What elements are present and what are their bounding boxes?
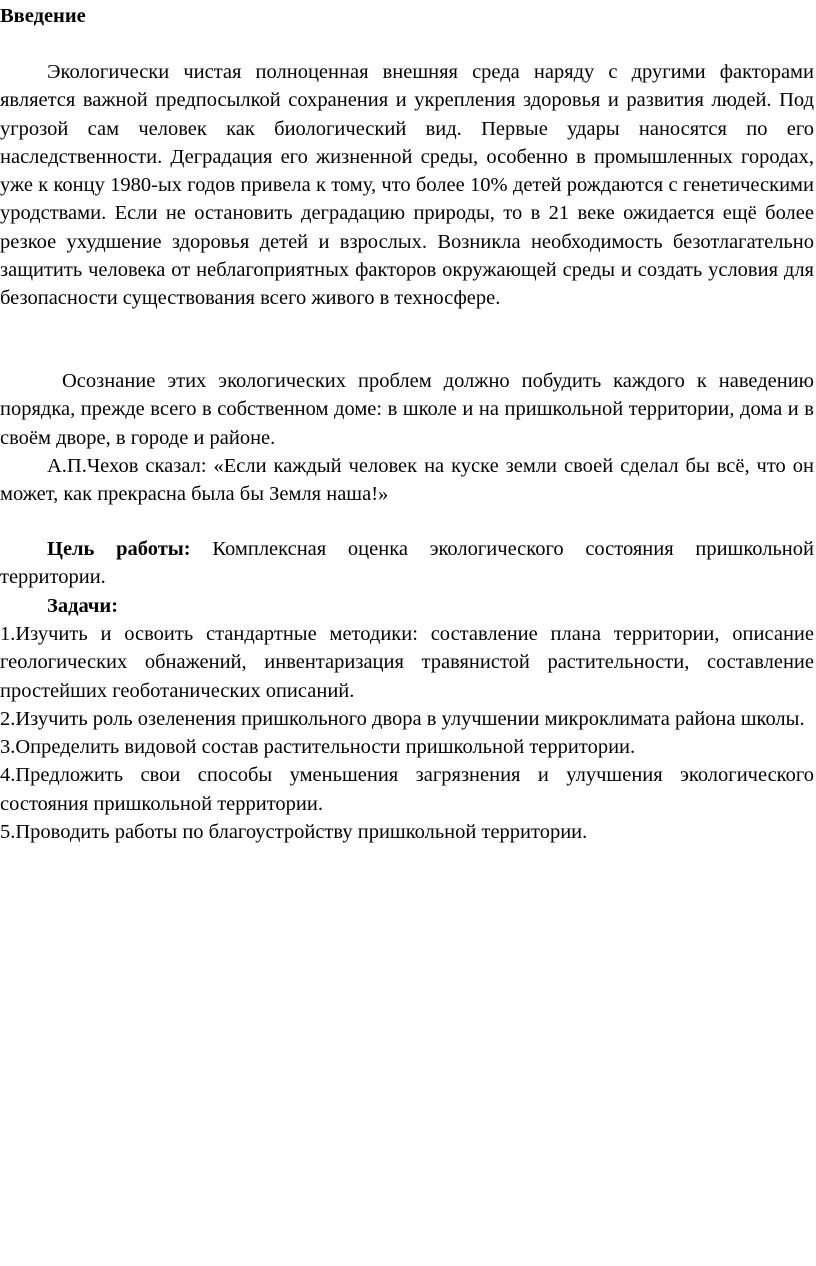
task-item-4: 4.Предложить свои способы уменьшения загрязнения и улучшения экологического состояния пришкольной территории. xyxy=(0,764,814,815)
intro-paragraph-1: Экологически чистая полноценная внешняя среда наряду с другими факторами является важной предпосылкой сохранения и укрепления здоровья и развития людей. Под угрозой сам человек как биологический вид. Первые удары наносятся по его наследственности. Деградация его жизненной среды, особенно в промышленных городах, уже к концу 1980-ых годов привела к тому, что более 10% детей рождаются с генетическими уродствами. Если не остановить деградацию природы, то в 21 веке ожидается ещё более резкое ухудшение здоровья детей и взрослых. Возникла необходимость безотлагательно защитить человека от неблагоприятных факторов окружающей среды и создать условия для безопасности существования всего живого в техносфере. xyxy=(0,61,814,310)
goal-paragraph xyxy=(0,535,814,592)
intro-paragraph-2: Осознание этих экологических проблем должно побудить каждого к наведению порядка, прежде всего в собственном доме: в школе и на пришкольной территории, дома и в своём дворе, в городе и районе. xyxy=(0,370,814,449)
goal-text: Комплексная оценка экологического состояния пришкольной территории. xyxy=(0,538,814,589)
task-item-2: 2.Изучить роль озеленения пришкольного двора в улучшении микроклимата района школы. xyxy=(0,707,805,730)
goal-label: Цель работы: xyxy=(47,538,191,560)
tasks-title: Задачи: xyxy=(47,595,119,617)
task-item-1: 1.Изучить и освоить стандартные методики: составление плана территории, описание геологических обнажений, инвентаризация травянистой растительности, составление простейших геоботанических описаний. xyxy=(0,623,814,702)
chekhov-quote-paragraph: А.П.Чехов сказал: «Если каждый человек на куске земли своей сделал бы всё, что он может, как прекрасна была бы Земля наша!» xyxy=(0,455,814,506)
document-title: Введение xyxy=(0,5,86,27)
task-item-5: 5.Проводить работы по благоустройству пришкольной территории. xyxy=(0,821,588,844)
tasks-list xyxy=(0,620,814,846)
task-item-3: 3.Определить видовой состав растительности пришкольной территории. xyxy=(0,736,636,759)
